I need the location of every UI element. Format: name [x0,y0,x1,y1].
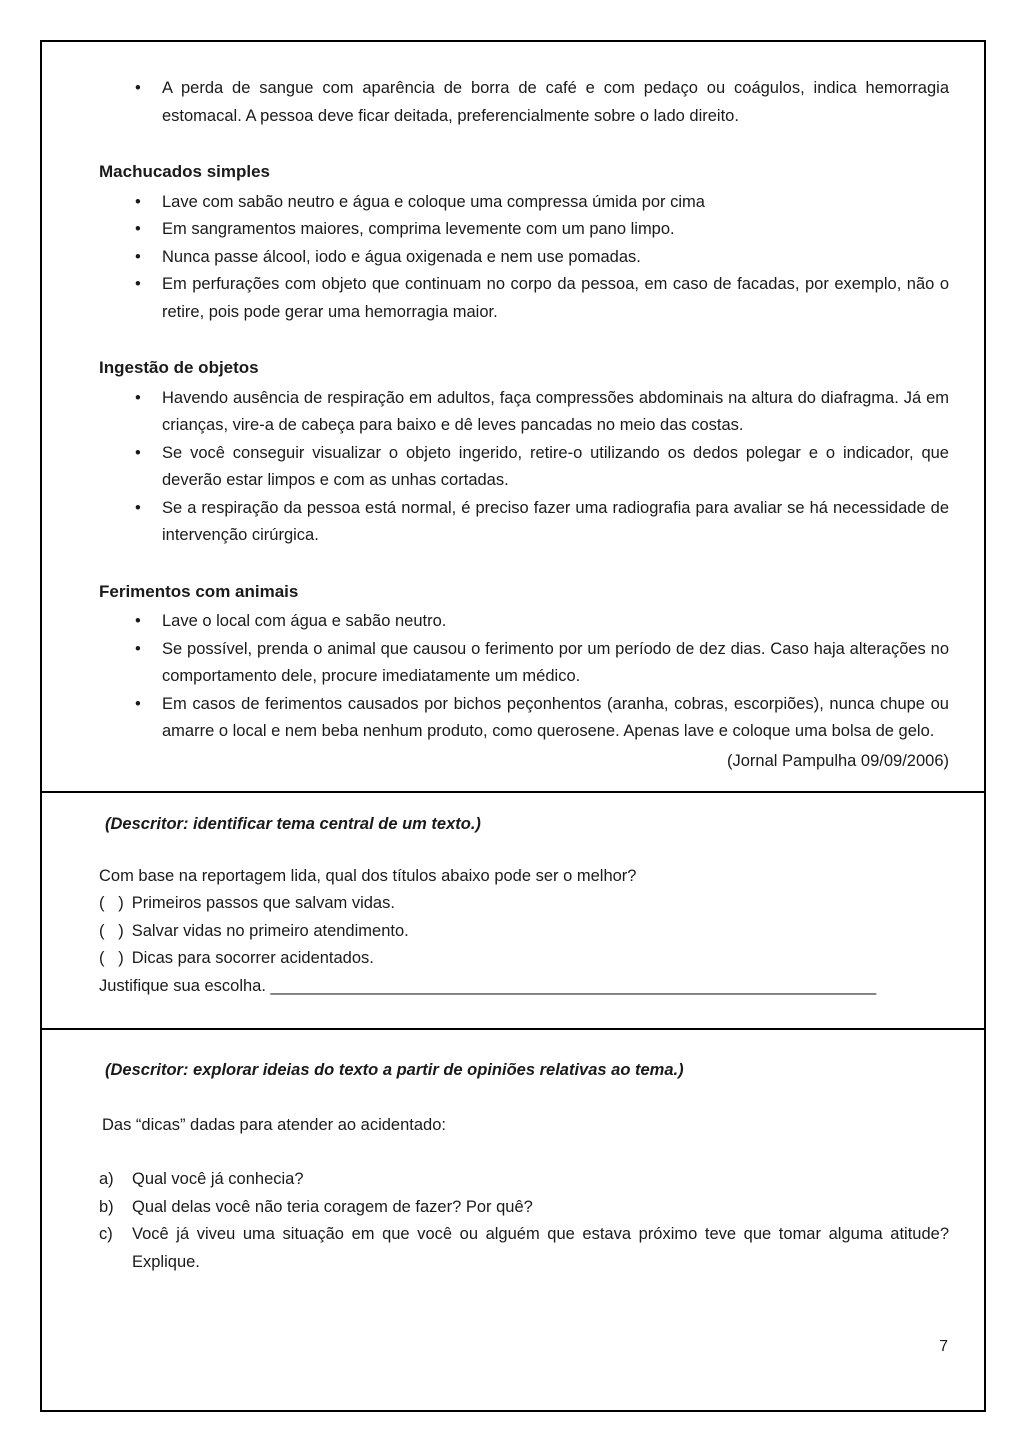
article-section [42,42,984,791]
worksheet-page-border [40,40,986,1412]
bullet-item: • Nunca passe álcool, iodo e água oxigenada e nem use pomadas. [99,244,949,272]
item-letter: b) [99,1197,114,1216]
bullet-item: • Se você conseguir visualizar o objeto ingerido, retire-o utilizando os dedos polegar e o indicador, que deverão estar limpos e com as unhas cortadas. [99,440,949,495]
option-label: Primeiros passos que salvam vidas. [131,894,395,912]
bullet-item: • Havendo ausência de respiração em adultos, faça compressões abdominais na altura do diafragma. Já em crianças, vire-a de cabeça para baixo e dê leves pancadas no meio das costas. [99,385,949,440]
lettered-item [99,1166,949,1194]
intro-bullet-list [99,75,949,130]
lettered-item [99,1221,949,1276]
checkbox-parentheses: ( ) [99,921,124,940]
page-number: 7 [939,1337,948,1355]
bullet-list-machucados [99,189,949,327]
question1-prompt: Com base na reportagem lida, qual dos títulos abaixo pode ser o melhor? [99,866,637,885]
checkbox-parentheses: ( ) [99,894,124,912]
option-item [99,945,949,973]
bullet-list-ferimentos [99,608,949,746]
section-heading-ingestao: Ingestão de objetos [99,358,259,377]
bullet-item: • Em sangramentos maiores, comprima levemente com um pano limpo. [99,216,949,244]
lettered-item [99,1194,949,1222]
bullet-item: • A perda de sangue com aparência de borra de café e com pedaço ou coágulos, indica hemorragia estomacal. A pessoa deve ficar deitada, preferencialmente sobre o lado direito. [99,75,949,130]
item-text: Qual você já conhecia? [132,1170,304,1188]
bullet-item: • Em perfurações com objeto que continuam no corpo da pessoa, em caso de facadas, por exemplo, não o retire, pois pode gerar uma hemorragia maior. [99,271,949,326]
option-item [99,890,949,918]
bullet-item: • Se a respiração da pessoa está normal, é preciso fazer uma radiografia para avaliar se há necessidade de intervenção cirúrgica. [99,495,949,550]
question1-section [42,791,984,1028]
item-text: Você já viveu uma situação em que você ou alguém que estava próximo teve que tomar alguma atitude? Explique. [132,1225,949,1271]
justify-label: Justifique sua escolha. [99,976,266,995]
option-label: Dicas para socorrer acidentados. [131,949,374,967]
item-letter: c) [99,1225,113,1243]
bullet-item: • Lave com sabão neutro e água e coloque uma compressa úmida por cima [99,189,949,217]
justify-line [99,973,949,1001]
question1-descriptor: (Descritor: identificar tema central de um texto.) [105,815,481,833]
section-heading-machucados: Machucados simples [99,162,271,181]
question2-section [42,1028,984,1276]
question2-descriptor: (Descritor: explorar ideias do texto a partir de opiniões relativas ao tema.) [105,1061,684,1079]
answer-blank-line: __________________________________________________________________ [270,976,877,995]
bullet-list-ingestao [99,385,949,550]
option-label: Salvar vidas no primeiro atendimento. [131,921,409,940]
option-item [99,918,949,946]
item-letter: a) [99,1170,114,1188]
lettered-item-list [99,1166,949,1276]
item-text: Qual delas você não teria coragem de fazer? Por quê? [132,1197,533,1216]
source-citation: (Jornal Pampulha 09/09/2006) [727,751,949,770]
checkbox-parentheses: ( ) [99,949,124,967]
bullet-item: • Em casos de ferimentos causados por bichos peçonhentos (aranha, cobras, escorpiões), nunca chupe ou amarre o local e nem beba nenhum produto, como querosene. Apenas lave e coloque uma bolsa de gelo. [99,691,949,746]
question2-prompt: Das “dicas” dadas para atender ao acidentado: [102,1115,446,1134]
section-heading-ferimentos: Ferimentos com animais [99,581,299,601]
bullet-item: • Se possível, prenda o animal que causou o ferimento por um período de dez dias. Caso haja alterações no comportamento dele, procure imediatamente um médico. [99,636,949,691]
bullet-item: • Lave o local com água e sabão neutro. [99,608,949,636]
